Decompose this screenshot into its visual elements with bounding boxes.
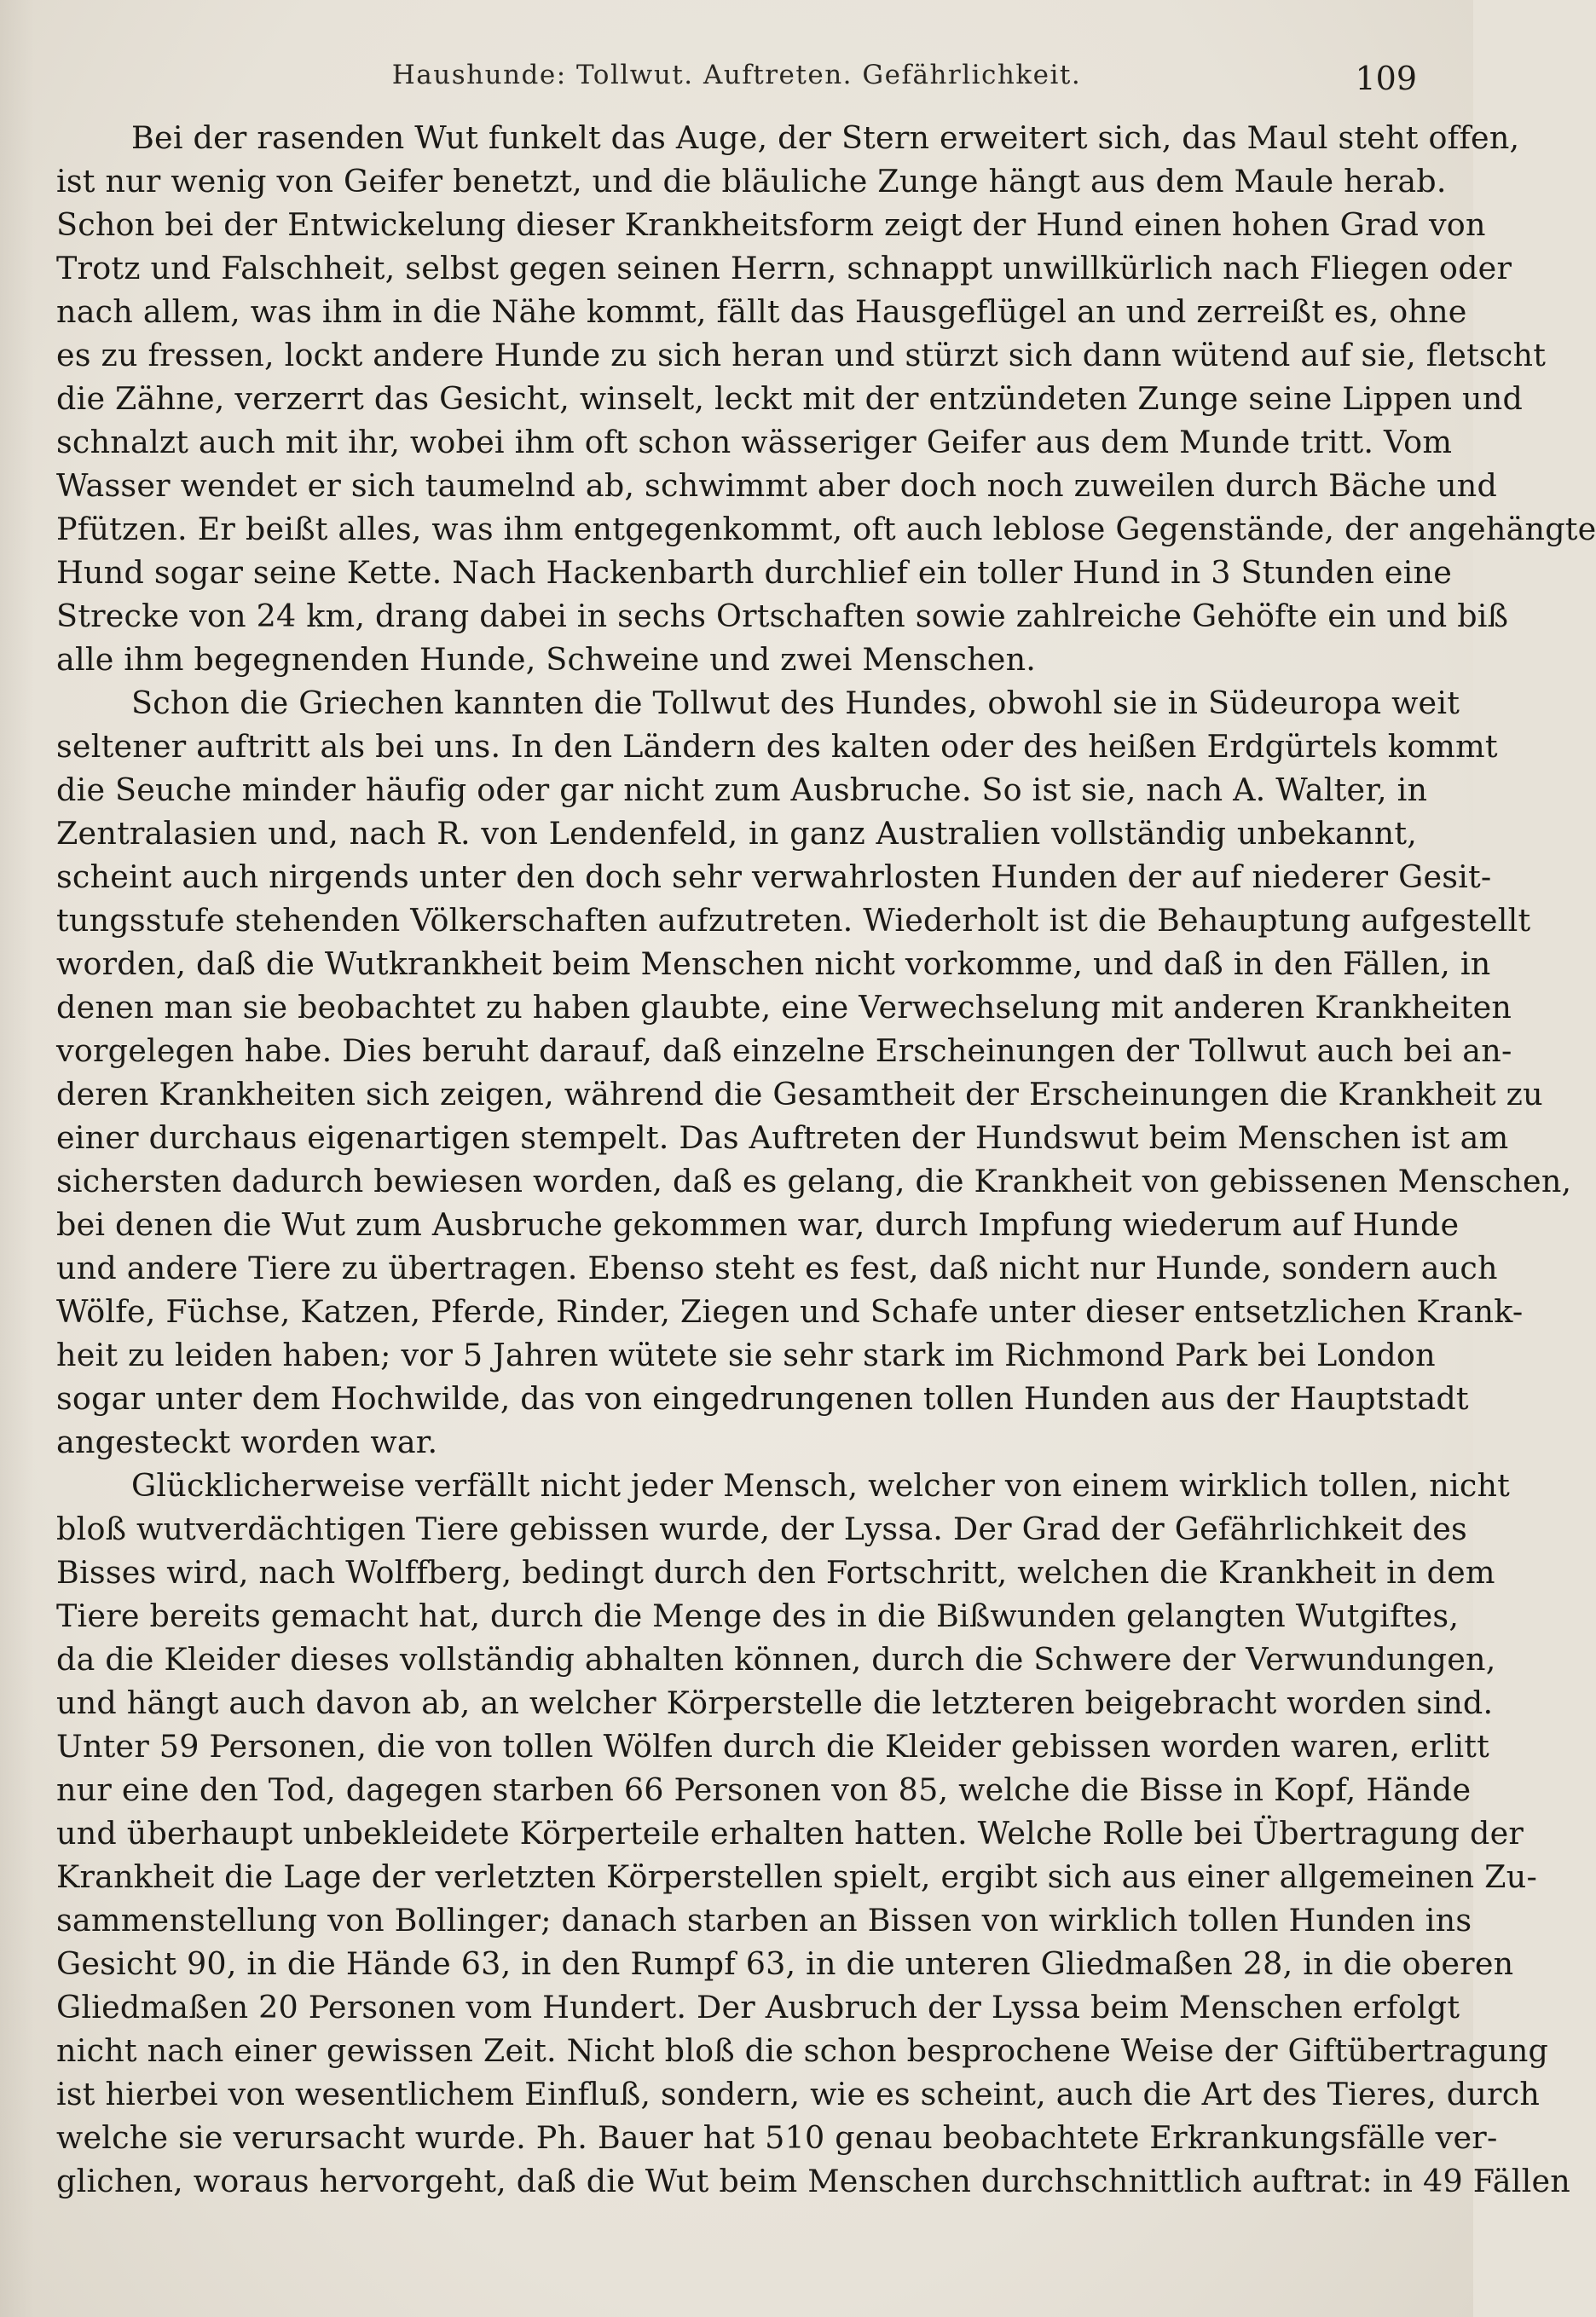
text-line: und überhaupt unbekleidete Körperteile erhalten hatten. Welche Rolle bei Übertragung der — [56, 1815, 1524, 1852]
text-line: Schon bei der Entwickelung dieser Krankheitsform zeigt der Hund einen hohen Grad von — [56, 206, 1486, 243]
page-number: 109 — [1355, 60, 1417, 97]
text-line: ist nur wenig von Geifer benetzt, und die bläuliche Zunge hängt aus dem Maule herab. — [56, 163, 1447, 199]
text-line: Bisses wird, nach Wolffberg, bedingt durch den Fortschritt, welchen die Krankheit in dem — [56, 1554, 1495, 1591]
text-line: die Zähne, verzerrt das Gesicht, winselt, leckt mit der entzündeten Zunge seine Lippen und — [56, 380, 1524, 417]
text-line: vorgelegen habe. Dies beruht darauf, daß einzelne Erscheinungen der Tollwut auch bei an- — [56, 1032, 1512, 1069]
text-line: angesteckt worden war. — [56, 1424, 438, 1460]
text-line: sammenstellung von Bollinger; danach starben an Bissen von wirklich tollen Hunden ins — [56, 1902, 1472, 1939]
text-line: nur eine den Tod, dagegen starben 66 Personen von 85, welche die Bisse in Kopf, Hände — [56, 1771, 1472, 1808]
text-line: worden, daß die Wutkrankheit beim Menschen nicht vorkomme, und daß in den Fällen, in — [56, 945, 1491, 982]
running-head: Haushunde: Tollwut. Auftreten. Gefährlichkeit. — [391, 60, 1082, 90]
text-line: Strecke von 24 km, drang dabei in sechs Ortschaften sowie zahlreiche Gehöfte ein und biß — [56, 598, 1509, 634]
text-line: Trotz und Falschheit, selbst gegen seinen Herrn, schnappt unwillkürlich nach Fliegen oder — [56, 250, 1512, 286]
text-line: bloß wutverdächtigen Tiere gebissen wurde, der Lyssa. Der Grad der Gefährlichkeit des — [56, 1511, 1467, 1547]
text-line: heit zu leiden haben; vor 5 Jahren wütete sie sehr stark im Richmond Park bei London — [56, 1337, 1436, 1373]
text-line: seltener auftritt als bei uns. In den Ländern des kalten oder des heißen Erdgürtels kommt — [56, 728, 1498, 765]
text-line: Tiere bereits gemacht hat, durch die Menge des in die Bißwunden gelangten Wutgiftes, — [56, 1598, 1460, 1634]
text-line: Wasser wendet er sich taumelnd ab, schwimmt aber doch noch zuweilen durch Bäche und — [56, 467, 1498, 504]
text-line: scheint auch nirgends unter den doch sehr verwahrlosten Hunden der auf niederer Gesit- — [56, 858, 1492, 895]
body-text — [56, 116, 1596, 2281]
text-line: Gesicht 90, in die Hände 63, in den Rumpf 63, in die unteren Gliedmaßen 28, in die oberen — [56, 1945, 1514, 1982]
text-line: und hängt auch davon ab, an welcher Körperstelle die letzteren beigebracht worden sind. — [56, 1684, 1494, 1721]
page-header — [56, 53, 1417, 101]
text-line: Bei der rasenden Wut funkelt das Auge, der Stern erweitert sich, das Maul steht offen, — [131, 119, 1520, 156]
text-line: Hund sogar seine Kette. Nach Hackenbarth durchlief ein toller Hund in 3 Stunden eine — [56, 554, 1453, 591]
text-line: denen man sie beobachtet zu haben glaubte, eine Verwechselung mit anderen Krankheiten — [56, 989, 1512, 1026]
text-line: ist hierbei von wesentlichem Einfluß, sondern, wie es scheint, auch die Art des Tieres, durch — [56, 2076, 1541, 2112]
text-line: nicht nach einer gewissen Zeit. Nicht bloß die schon besprochene Weise der Giftübertragung — [56, 2032, 1549, 2069]
text-line: sogar unter dem Hochwilde, das von eingedrungenen tollen Hunden aus der Hauptstadt — [56, 1380, 1469, 1417]
text-line: glichen, woraus hervorgeht, daß die Wut beim Menschen durchschnittlich auftrat: in 49 Fällen — [56, 2163, 1570, 2199]
text-line: da die Kleider dieses vollständig abhalten können, durch die Schwere der Verwundungen, — [56, 1641, 1496, 1678]
text-line: tungsstufe stehenden Völkerschaften aufzutreten. Wiederholt ist die Behauptung aufgestellt — [56, 902, 1531, 939]
text-line: Unter 59 Personen, die von tollen Wölfen durch die Kleider gebissen worden waren, erlitt — [56, 1728, 1490, 1765]
text-line: und andere Tiere zu übertragen. Ebenso steht es fest, daß nicht nur Hunde, sondern auch — [56, 1250, 1498, 1286]
text-line: alle ihm begegnenden Hunde, Schweine und zwei Menschen. — [56, 641, 1037, 678]
text-line: nach allem, was ihm in die Nähe kommt, fällt das Hausgeflügel an und zerreißt es, ohne — [56, 293, 1467, 330]
text-line: Gliedmaßen 20 Personen vom Hundert. Der Ausbruch der Lyssa beim Menschen erfolgt — [56, 1989, 1460, 2025]
text-line: sichersten dadurch bewiesen worden, daß es gelang, die Krankheit von gebissenen Menschen, — [56, 1163, 1572, 1199]
text-line: Glücklicherweise verfällt nicht jeder Mensch, welcher von einem wirklich tollen, nicht — [131, 1467, 1511, 1504]
text-line: Schon die Griechen kannten die Tollwut des Hundes, obwohl sie in Südeuropa weit — [131, 685, 1460, 721]
text-line: schnalzt auch mit ihr, wobei ihm oft schon wässeriger Geifer aus dem Munde tritt. Vom — [56, 424, 1453, 460]
text-line: es zu fressen, lockt andere Hunde zu sich heran und stürzt sich dann wütend auf sie, fletscht — [56, 337, 1547, 373]
text-line: Wölfe, Füchse, Katzen, Pferde, Rinder, Ziegen und Schafe unter dieser entsetzlichen Krank- — [56, 1293, 1524, 1330]
text-line: Zentralasien und, nach R. von Lendenfeld, in ganz Australien vollständig unbekannt, — [56, 815, 1417, 852]
text-line: bei denen die Wut zum Ausbruche gekommen war, durch Impfung wiederum auf Hunde — [56, 1206, 1460, 1243]
text-line: Pfützen. Er beißt alles, was ihm entgegenkommt, oft auch leblose Gegenstände, der angehängte — [56, 511, 1596, 547]
text-line: Krankheit die Lage der verletzten Körperstellen spielt, ergibt sich aus einer allgemeinen Zu- — [56, 1858, 1537, 1895]
text-line: die Seuche minder häufig oder gar nicht zum Ausbruche. So ist sie, nach A. Walter, in — [56, 771, 1428, 808]
text-line: deren Krankheiten sich zeigen, während die Gesamtheit der Erscheinungen die Krankheit zu — [56, 1076, 1543, 1112]
text-line: einer durchaus eigenartigen stempelt. Das Auftreten der Hundswut beim Menschen ist am — [56, 1119, 1509, 1156]
text-line: welche sie verursacht wurde. Ph. Bauer hat 510 genau beobachtete Erkrankungsfälle ver- — [56, 2119, 1498, 2156]
